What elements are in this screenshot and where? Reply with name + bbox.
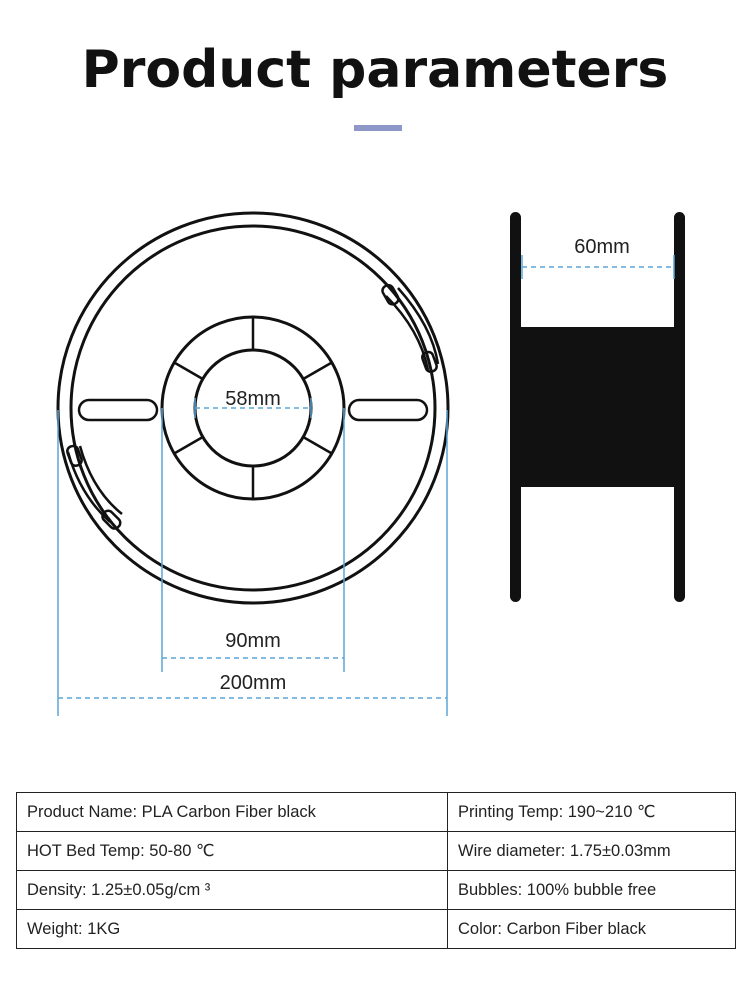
page-title: Product parameters [81,40,669,100]
side-dimension-lines [522,255,674,279]
table-cell: Wire diameter: 1.75±0.03mm [448,832,736,871]
table-cell: Weight: 1KG [17,910,448,949]
table-cell: Density: 1.25±0.05g/cm ³ [17,871,448,910]
table-cell: Color: Carbon Fiber black [448,910,736,949]
inner-ring-dim-label: 90mm [225,630,281,652]
filament-core-side [518,327,678,487]
spool-side-view [510,212,685,602]
table-row [17,871,736,910]
right-slot [349,400,427,420]
left-slot [79,400,157,420]
table-cell: Product Name: PLA Carbon Fiber black [17,793,448,832]
table-cell: HOT Bed Temp: 50-80 ℃ [17,832,448,871]
table-cell: Bubbles: 100% bubble free [448,871,736,910]
table-cell: Printing Temp: 190~210 ℃ [448,793,736,832]
width-dim-label: 60mm [574,236,630,258]
parameters-table [16,792,736,949]
hub-hole-dim-label: 58mm [225,388,281,410]
flange-dim-label: 200mm [219,672,287,694]
table-row [17,910,736,949]
front-dimension-lines [58,398,447,716]
table-row [17,832,736,871]
table-row [17,793,736,832]
